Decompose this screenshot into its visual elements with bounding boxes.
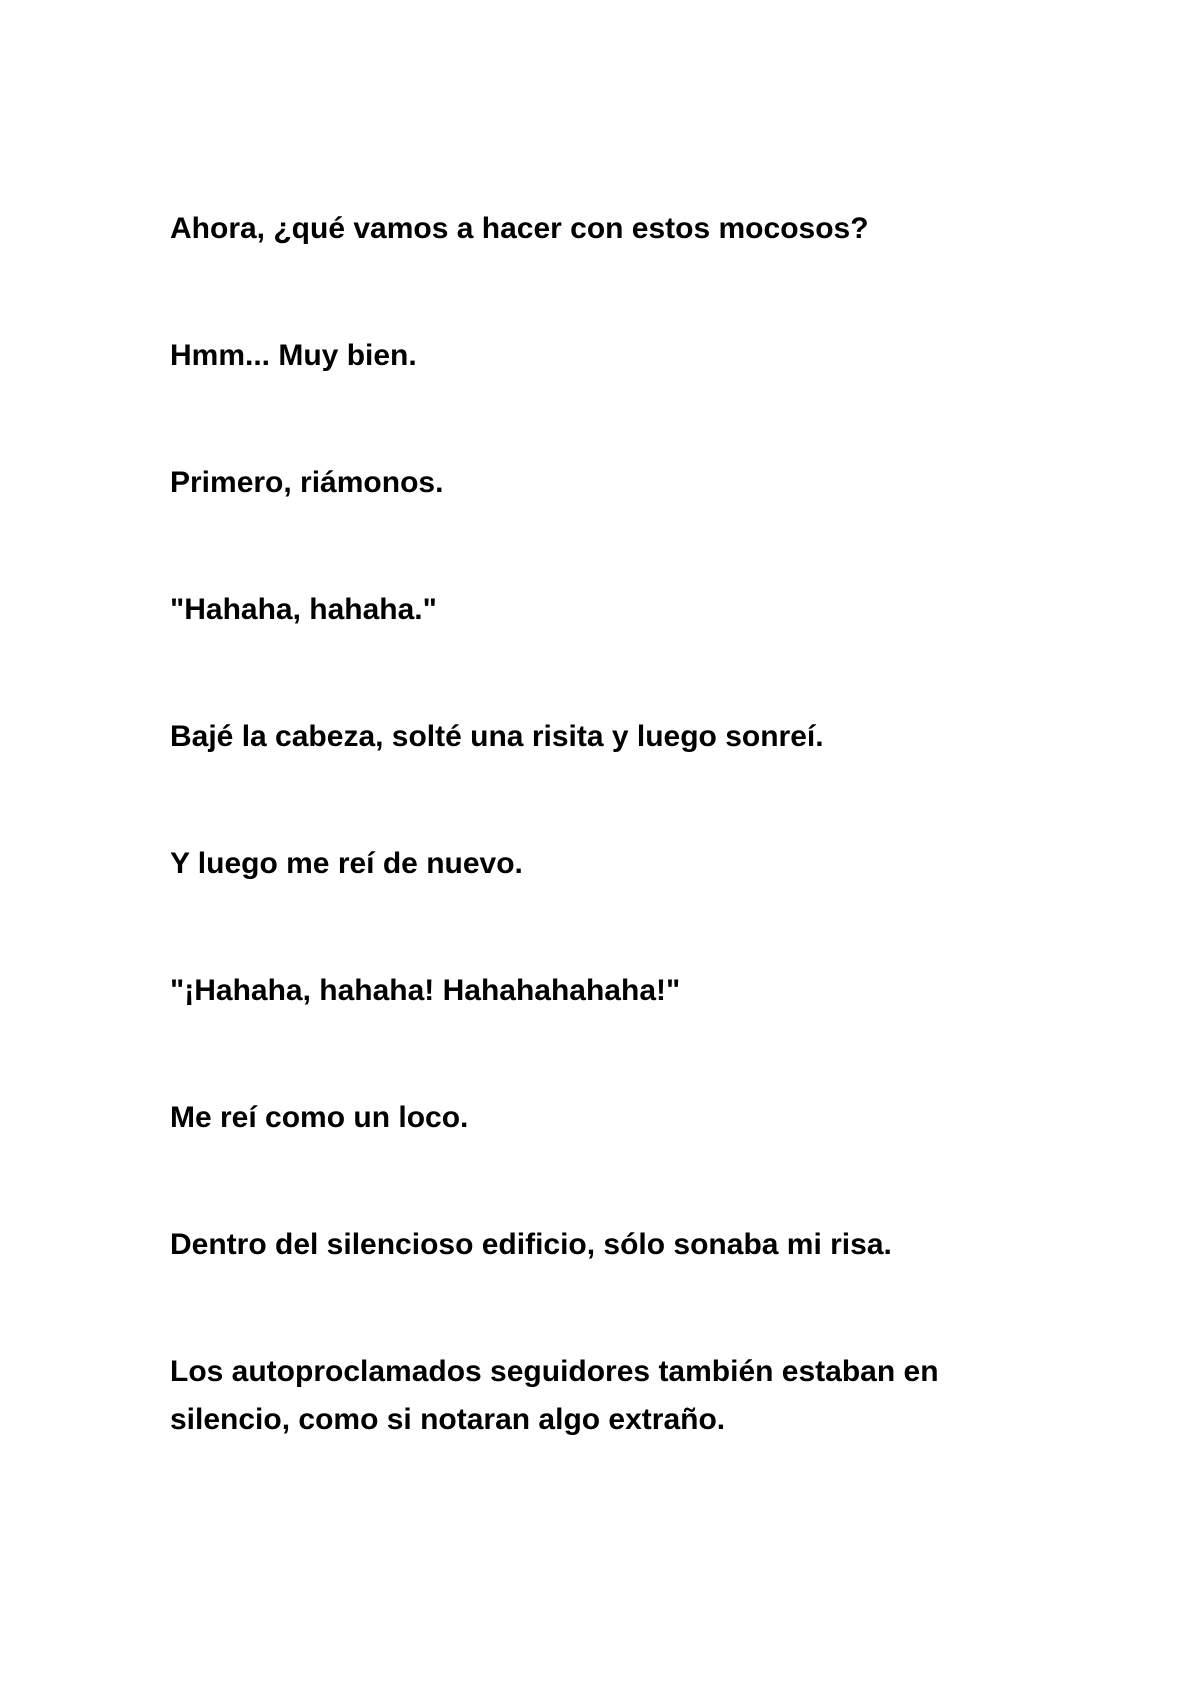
paragraph: Hmm... Muy bien.	[170, 339, 417, 372]
paragraph: Me reí como un loco.	[170, 1101, 469, 1134]
paragraph: Y luego me reí de nuevo.	[170, 847, 523, 880]
paragraph: "¡Hahaha, hahaha! Hahahahahaha!"	[170, 974, 681, 1007]
paragraph: Dentro del silencioso edificio, sólo sonaba mi risa.	[170, 1228, 892, 1261]
paragraph: "Hahaha, hahaha."	[170, 593, 437, 626]
text-body	[170, 205, 1020, 1523]
paragraph: Ahora, ¿qué vamos a hacer con estos mocosos?	[170, 212, 869, 245]
paragraph: Primero, riámonos.	[170, 466, 444, 499]
paragraph: Los autoproclamados seguidores también estaban en silencio, como si notaran algo extraño.	[170, 1355, 939, 1436]
paragraph: Bajé la cabeza, solté una risita y luego sonreí.	[170, 720, 824, 753]
